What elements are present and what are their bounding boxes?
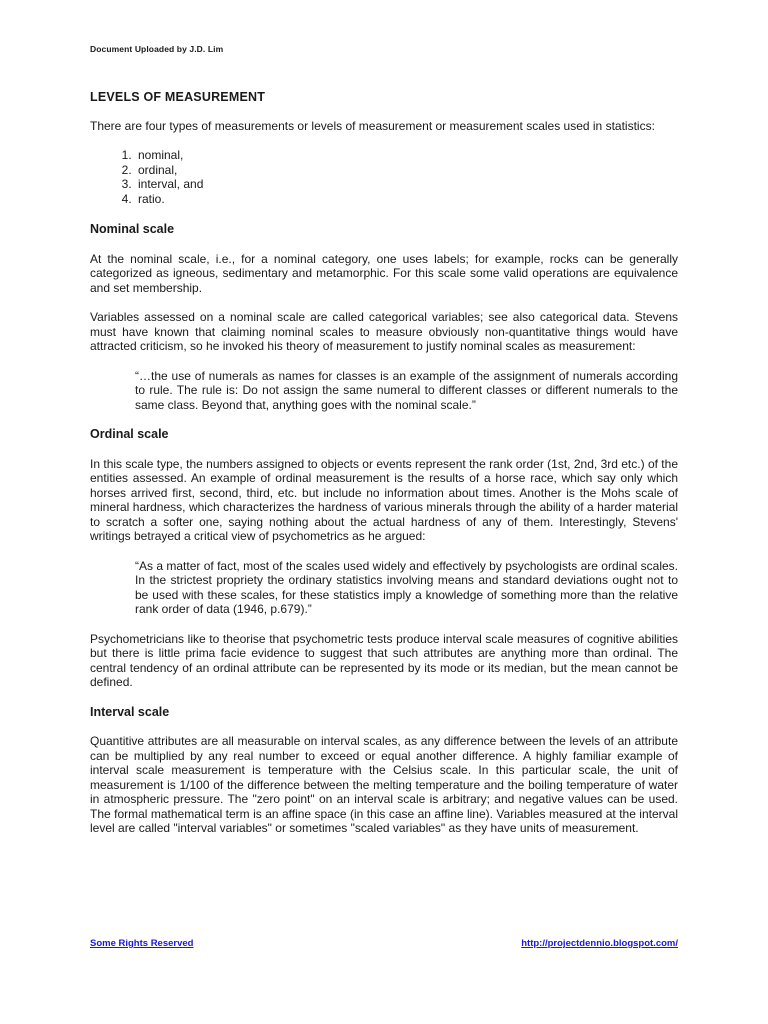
ordinal-heading: Ordinal scale <box>90 427 169 441</box>
blog-link[interactable]: http://projectdennio.blogspot.com/ <box>521 938 678 949</box>
nominal-heading: Nominal scale <box>90 222 175 236</box>
list-item: 1. nominal, <box>135 148 678 163</box>
nominal-quote: “…the use of numerals as names for classes is an example of the assignment of numerals according to rule. The rule is: Do not assign the same numeral to different classes or different numerals to the same class. Beyond that, anything goes with the nominal scale.” <box>135 368 678 412</box>
levels-list <box>90 148 678 206</box>
nominal-paragraph-1: At the nominal scale, i.e., for a nominal category, one uses labels; for example, rocks can be generally categorized as igneous, sedimentary and metamorphic. For this scale some valid operations are equivalence and set membership. <box>90 251 678 295</box>
ordinal-quote: “As a matter of fact, most of the scales used widely and effectively by psychologists are ordinal scales. In the strictest propriety the ordinary statistics involving means and standard deviations ought not to be used with these scales, for these statistics imply a knowledge of something more than the relative rank order of data (1946, p.679).” <box>135 558 678 616</box>
interval-heading: Interval scale <box>90 704 170 719</box>
uploader-header: Document Uploaded by J.D. Lim <box>90 44 224 54</box>
list-item: 3. interval, and <box>135 177 678 192</box>
document-body <box>90 90 678 851</box>
interval-paragraph-1: Quantitive attributes are all measurable on interval scales, as any difference between the levels of an attribute can be multiplied by any real number to exceed or equal another difference. A highly familiar example of interval scale measurement is temperature with the Celsius scale. In this particular scale, the unit of measurement is 1/100 of the difference between the melting temperature and the boiling temperature of water in atmospheric pressure. The "zero point" on an interval scale is arbitrary; and negative values can be used. The formal mathematical term is an affine space (in this case an affine line). Variables measured at the interval level are called "interval variables" or sometimes "scaled variables" as they have units of measurement. <box>90 734 678 835</box>
list-item: 2. ordinal, <box>135 163 678 178</box>
rights-link[interactable]: Some Rights Reserved <box>90 938 194 949</box>
ordinal-paragraph-1: In this scale type, the numbers assigned to objects or events represent the rank order (1st, 2nd, 3rd etc.) of the entities assessed. An example of ordinal measurement is the results of a horse race, which say only which horses arrived first, second, third, etc. but include no information about times. Another is the Mohs scale of mineral hardness, which characterizes the hardness of various minerals through the ability of a harder material to scratch a softer one, saying nothing about the actual hardness of any of them. Interestingly, Stevens' writings betrayed a critical view of psychometrics as he argued: <box>90 456 678 543</box>
nominal-paragraph-2: Variables assessed on a nominal scale are called categorical variables; see also categorical data. Stevens must have known that claiming nominal scales to measure obviously non-quantitative things would have attracted criticism, so he invoked his theory of measurement to justify nominal scales as measurement: <box>90 310 678 353</box>
document-title: LEVELS OF MEASUREMENT <box>90 90 266 104</box>
list-item: 4. ratio. <box>135 192 678 207</box>
ordinal-paragraph-2: Psychometricians like to theorise that psychometric tests produce interval scale measures of cognitive abilities but there is little prima facie evidence to suggest that such attributes are anything more than ordinal. The central tendency of an ordinal attribute can be represented by its mode or its median, but the mean cannot be defined. <box>90 631 678 689</box>
intro-paragraph: There are four types of measurements or levels of measurement or measurement scales used in statistics: <box>90 118 655 133</box>
